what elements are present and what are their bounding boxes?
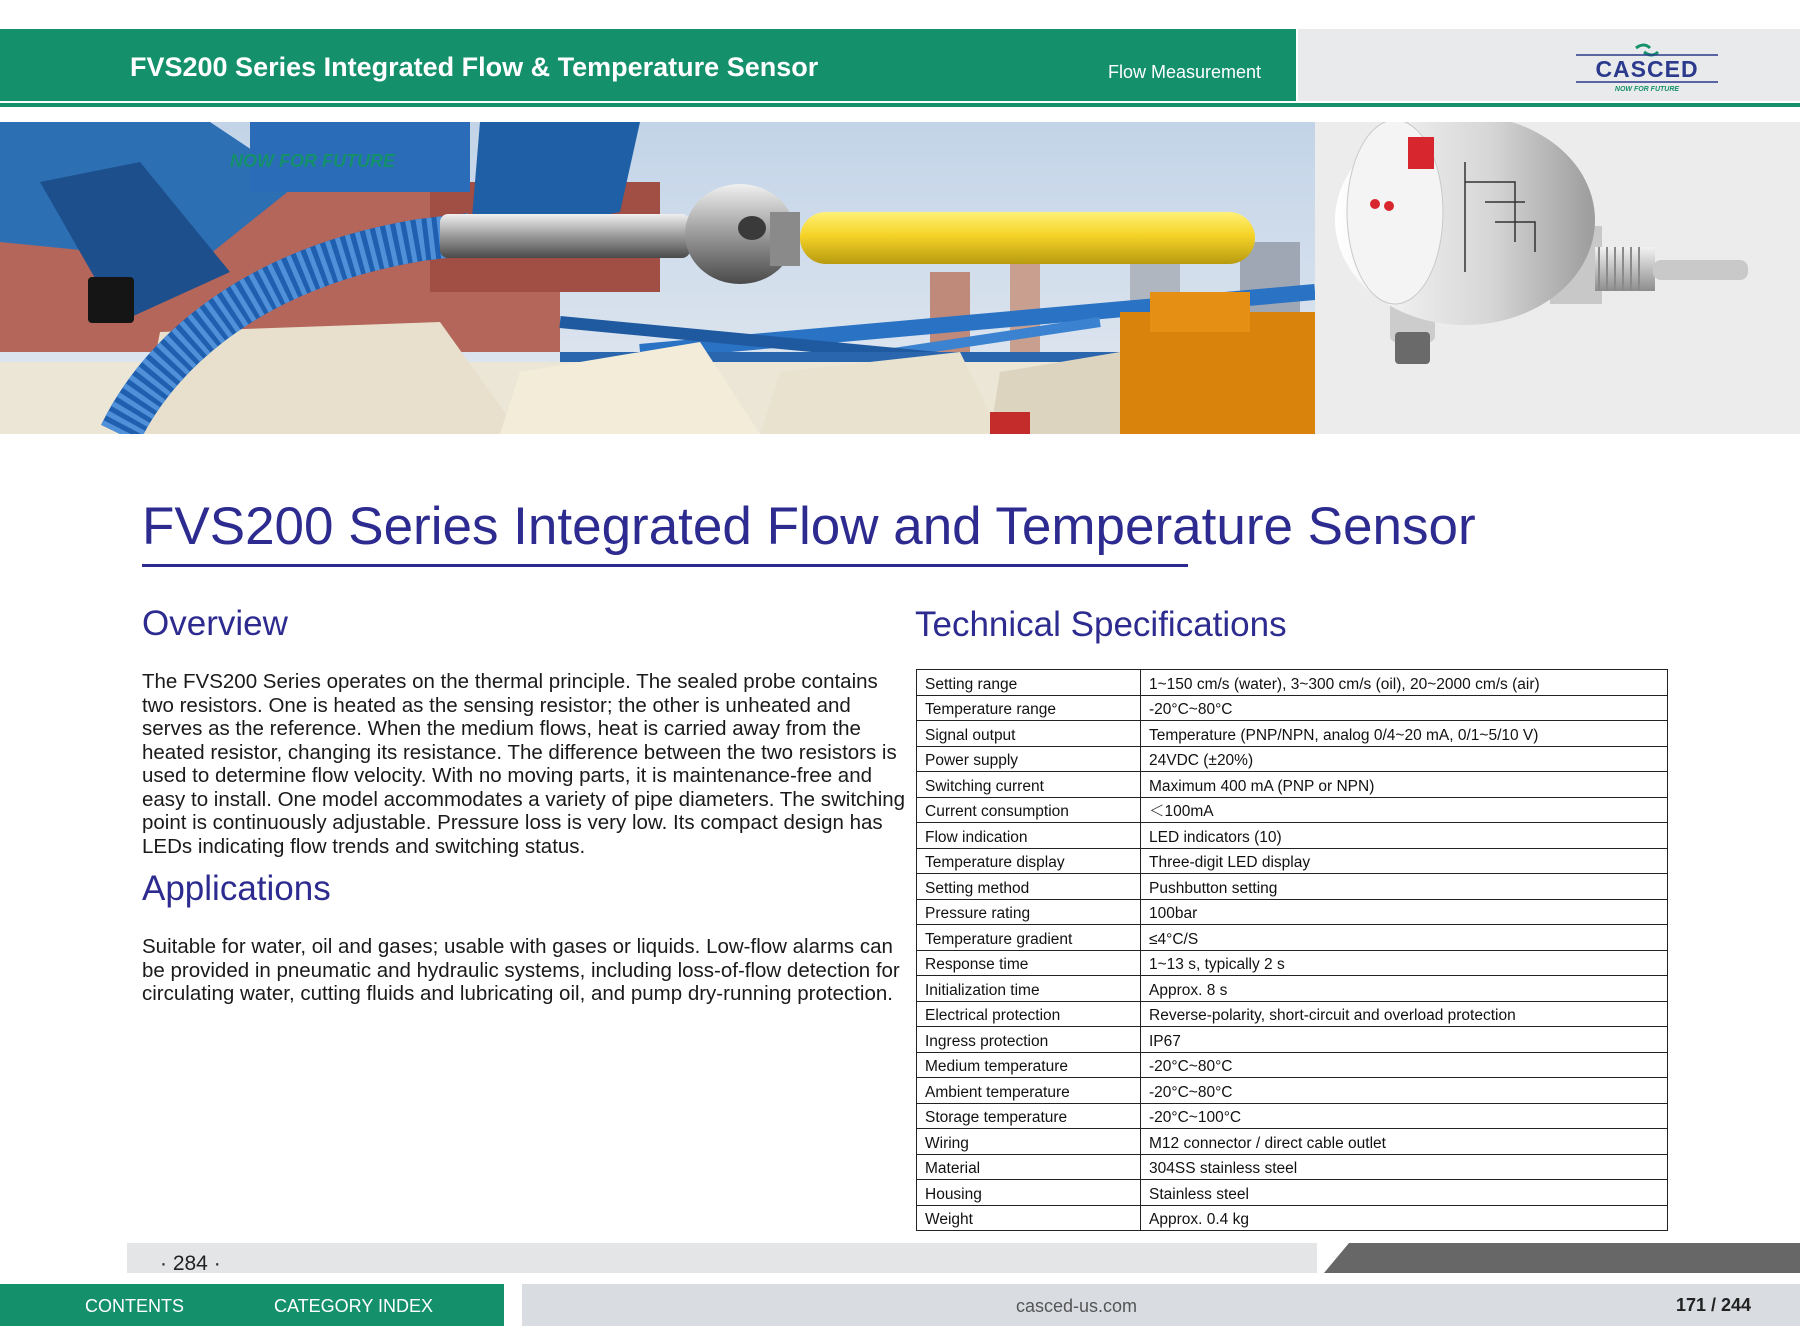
spec-row [917, 899, 1668, 925]
applications-heading: Applications [142, 869, 331, 908]
overview-text: The FVS200 Series operates on the thermal principle. The sealed probe contains two resistors. One is heated as the sensing resistor; the other is unheated and serves as the reference. When the medium flows, heat is carried away from the heated resistor, changing its resistance. The difference between the two resistors is used to determine flow velocity. With no moving parts, it is maintenance-free and easy to install. One model accommodates a variety of pipe diameters. The switching point is continuously adjustable. Pressure loss is very low. Its compact design has LEDs indicating flow trends and switching status. [142, 670, 906, 858]
svg-text:NOW FOR FUTURE: NOW FOR FUTURE [1614, 86, 1680, 93]
spec-label: Storage temperature [917, 1103, 1141, 1129]
spec-row [917, 874, 1668, 900]
spec-row [917, 1052, 1668, 1078]
spec-label: Ingress protection [917, 1027, 1141, 1053]
spec-row [917, 925, 1668, 951]
casced-logo [1572, 40, 1722, 96]
specs-table [916, 669, 1668, 1231]
spec-value: 304SS stainless steel [1141, 1154, 1668, 1180]
spec-value: Temperature (PNP/NPN, analog 0/4~20 mA, 0/1~5/10 V) [1141, 721, 1668, 747]
page-counter: 171 / 244 [1676, 1295, 1752, 1315]
spec-row [917, 1205, 1668, 1231]
spec-row [917, 1154, 1668, 1180]
spec-label: Weight [917, 1205, 1141, 1231]
website-link[interactable]: casced-us.com [1016, 1296, 1138, 1316]
spec-label: Material [917, 1154, 1141, 1180]
spec-label: Medium temperature [917, 1052, 1141, 1078]
spec-value: Maximum 400 mA (PNP or NPN) [1141, 772, 1668, 798]
spec-row [917, 1027, 1668, 1053]
spec-value: Stainless steel [1141, 1180, 1668, 1206]
svg-text:CASCED: CASCED [1595, 56, 1699, 82]
sensor-product-image [1315, 122, 1800, 434]
spec-value: -20°C~80°C [1141, 1078, 1668, 1104]
spec-value: Three-digit LED display [1141, 848, 1668, 874]
spec-row [917, 670, 1668, 696]
spec-value: -20°C~100°C [1141, 1103, 1668, 1129]
spec-label: Temperature display [917, 848, 1141, 874]
spec-value: -20°C~80°C [1141, 695, 1668, 721]
spec-label: Housing [917, 1180, 1141, 1206]
overview-heading: Overview [142, 604, 288, 643]
spec-label: Response time [917, 950, 1141, 976]
spec-value: 24VDC (±20%) [1141, 746, 1668, 772]
footer-info-bar [522, 1284, 1800, 1326]
spec-value: Approx. 0.4 kg [1141, 1205, 1668, 1231]
spec-label: Setting method [917, 874, 1141, 900]
page-strip-accent [1324, 1243, 1800, 1273]
spec-label: Wiring [917, 1129, 1141, 1155]
spec-label: Signal output [917, 721, 1141, 747]
spec-row [917, 976, 1668, 1002]
spec-row [917, 848, 1668, 874]
spec-value: IP67 [1141, 1027, 1668, 1053]
spec-value: -20°C~80°C [1141, 1052, 1668, 1078]
spec-label: Electrical protection [917, 1001, 1141, 1027]
title-underline [142, 564, 1188, 567]
printed-page-number: · 284 · [160, 1252, 221, 1275]
spec-value: ≤4°C/S [1141, 925, 1668, 951]
banner-image [0, 122, 1315, 434]
spec-label: Flow indication [917, 823, 1141, 849]
spec-label: Initialization time [917, 976, 1141, 1002]
contents-link[interactable]: CONTENTS [85, 1296, 184, 1316]
spec-value: Approx. 8 s [1141, 976, 1668, 1002]
spec-row [917, 1103, 1668, 1129]
specs-heading: Technical Specifications [915, 605, 1287, 644]
spec-row [917, 950, 1668, 976]
category-index-link[interactable]: CATEGORY INDEX [274, 1296, 434, 1316]
spec-label: Pressure rating [917, 899, 1141, 925]
page-number-strip [127, 1243, 1317, 1273]
spec-row [917, 1078, 1668, 1104]
spec-value: 100bar [1141, 899, 1668, 925]
spec-label: Setting range [917, 670, 1141, 696]
spec-label: Ambient temperature [917, 1078, 1141, 1104]
applications-text: Suitable for water, oil and gases; usable with gases or liquids. Low-flow alarms can be provided in pneumatic and hydraulic systems, including loss-of-flow detection for circulating water, cutting fluids and lubricating oil, and pump dry-running protection. [142, 935, 900, 1005]
spec-row [917, 1129, 1668, 1155]
spec-row [917, 823, 1668, 849]
header-logo-panel [1298, 29, 1800, 101]
spec-row [917, 721, 1668, 747]
spec-value: LED indicators (10) [1141, 823, 1668, 849]
spec-label: Power supply [917, 746, 1141, 772]
spec-row [917, 1001, 1668, 1027]
header-divider [0, 103, 1800, 107]
spec-value: ＜100mA [1141, 797, 1668, 823]
spec-label: Current consumption [917, 797, 1141, 823]
header-category: Flow Measurement [1108, 62, 1262, 82]
spec-label: Switching current [917, 772, 1141, 798]
page-title: FVS200 Series Integrated Flow and Temperature Sensor [142, 497, 1476, 556]
spec-value: 1~150 cm/s (water), 3~300 cm/s (oil), 20~2000 cm/s (air) [1141, 670, 1668, 696]
spec-row [917, 772, 1668, 798]
spec-row [917, 695, 1668, 721]
spec-row [917, 1180, 1668, 1206]
spec-row [917, 797, 1668, 823]
spec-value: Reverse-polarity, short-circuit and overload protection [1141, 1001, 1668, 1027]
spec-label: Temperature range [917, 695, 1141, 721]
banner-watermark: NOW FOR FUTURE [230, 151, 395, 171]
spec-label: Temperature gradient [917, 925, 1141, 951]
spec-row [917, 746, 1668, 772]
spec-value: Pushbutton setting [1141, 874, 1668, 900]
spec-value: 1~13 s, typically 2 s [1141, 950, 1668, 976]
spec-value: M12 connector / direct cable outlet [1141, 1129, 1668, 1155]
header-title: FVS200 Series Integrated Flow & Temperature Sensor [130, 52, 819, 82]
